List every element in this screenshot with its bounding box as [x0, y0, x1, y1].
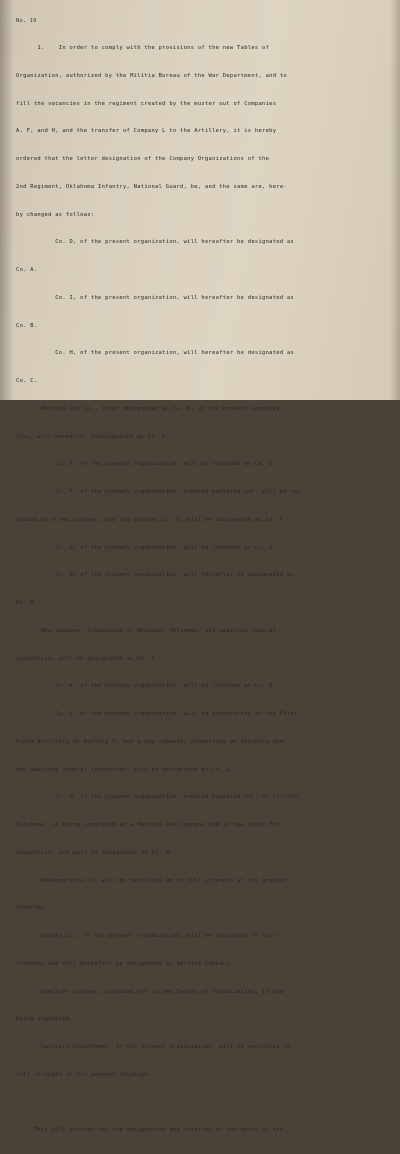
text-line: Co. B, of the present organization, will hereafter be designated as	[16, 572, 295, 579]
text-line: Sanitary Detachment, or the present organization, will be recruited to	[16, 1044, 291, 1050]
text-line: A, F, and H, and the transfer of Company L to the Artillery, it is hereby	[16, 128, 277, 135]
text-line: tion, will hereafter bedesignated as Co. D.	[16, 433, 170, 440]
text-line	[16, 1099, 392, 1108]
text-line: by changed as follows:	[16, 211, 95, 218]
text-line: Co. A.	[16, 267, 38, 273]
text-line: 2nd Regiment, Oklahoma Infantry, National Guard, be, and the same are, here-	[16, 183, 287, 190]
text-line: Co. H.	[16, 600, 38, 606]
text-line: Co. C.	[16, 378, 38, 384]
text-line: strength and will hereafter be designated as Service Company.	[16, 960, 234, 967]
text-line: fill the vacancies in the regiment created by the muster out of Companies	[16, 100, 277, 107]
text-line: placed by a new company, and the present Co. C, will be designated as Co. F.	[16, 516, 287, 523]
text-line: Co. M, of the present organization, ordered mustered out, at Clinton,	[16, 794, 302, 801]
text-line: being organized.	[16, 1016, 74, 1023]
text-line: Co. E, of the present organization, will be retained as Co. E.	[16, 461, 277, 468]
text-line: Co. K, of the present organization, will be retained as Co. K.	[16, 683, 277, 690]
text-line: Supply Co., of the present organization, will be recruited to full	[16, 933, 277, 939]
text-line: Co. H, of the present organization, will hereafter be designated as	[16, 350, 295, 357]
text-line: Co. L, of the present organization, will be transferred to the First	[16, 711, 298, 717]
page-edge-shadow-left	[0, 0, 14, 400]
text-line: Co. F, of the present organization, ordered mustered out, will be re-	[16, 489, 302, 495]
text-line: Organization, authorized by the Militia Bureau of the War Department, and to	[16, 72, 287, 79]
text-line: Field Artillery as Battery E, and a new company, organizing at Seminole and	[16, 738, 284, 745]
text-line: Howitzer Company, provided for in new Tables of Organization, is now	[16, 988, 284, 995]
text-line: now awaiting federal inspection, will be designated as Co. L.	[16, 766, 234, 773]
text-line: Co. G, of the present organization, will be retained as Co. G.	[16, 544, 277, 551]
text-line: Machine Gun Co., later designated as Co. M, of the present organiza-	[16, 405, 284, 412]
text-line: Co. I, of the present organization, will hereafter be designated as	[16, 294, 295, 301]
text-line: location.	[16, 905, 49, 912]
text-line: 1. In order to comply with the provisions of the new Tables of	[16, 45, 270, 51]
text-line: Co. D, of the present organization, will hereafter be designated as	[16, 239, 295, 246]
document-body	[16, 4, 392, 1154]
text-line: ordered that the letter designation of the Company Organizations of the	[16, 156, 270, 162]
text-line: Headquarters Co. will be recruited up to full strength at its present	[16, 877, 287, 884]
text-line: New company, organizing at Wetumka, Oklahoma, and awaiting federal	[16, 627, 277, 634]
text-line: inspection, will be designated as Co. I.	[16, 655, 159, 662]
text-line: This will provide for the designation and location of the units of the	[16, 1127, 284, 1134]
text-line: inspection, and will be designated as Co. M.	[16, 849, 173, 856]
text-line: full strength at its present location.	[16, 1071, 152, 1078]
text-line: Co. B.	[16, 322, 38, 329]
text-line: Oklahoma, is being organized as a Machine Gun Company and is now ready for	[16, 822, 280, 828]
document-header: No. 10	[16, 17, 37, 24]
